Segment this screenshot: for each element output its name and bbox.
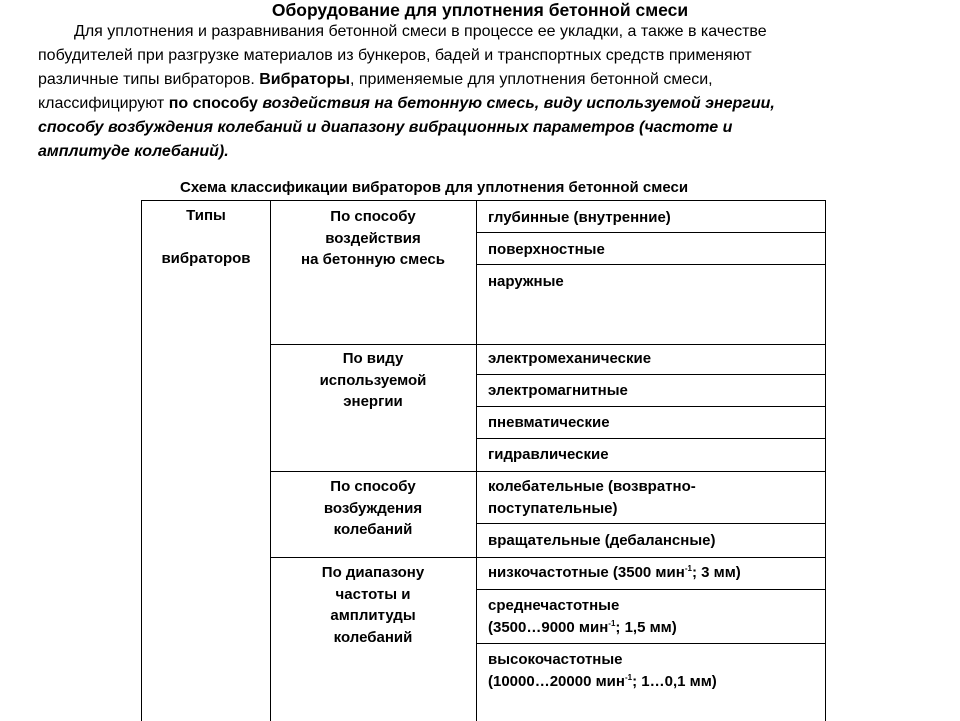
item-pneumatic: пневматические — [488, 414, 610, 431]
item-surface: поверхностные — [488, 241, 605, 258]
group-divider — [270, 557, 825, 558]
intro-line: побудителей при разгрузке материалов из бункеров, бадей и транспортных средств применяют — [38, 47, 752, 64]
group-label-energy: По виду используемой энергии — [319, 350, 427, 410]
criteria-italic: воздействия на бетонную смесь, виду используемой энергии, — [257, 95, 775, 112]
group-label-excitation: По способу возбуждения колебаний — [323, 478, 423, 538]
item-low-frequency: низкочастотные (3500 мин$^{-1}$; 3 мм) — [488, 564, 741, 581]
item-high-frequency: высокочастотные (10000…20000 мин$^{-1}$; 1…0,1 мм) — [488, 651, 717, 690]
intro-line: способу возбуждения колебаний и диапазону вибрационных параметров (частоте и — [38, 119, 733, 136]
vibrators-term: Вибраторы — [259, 71, 350, 88]
item-external: наружные — [488, 273, 564, 290]
item-hydraulic: гидравлические — [488, 446, 609, 463]
intro-line: различные типы вибраторов. Вибраторы, применяемые для уплотнения бетонной смеси, — [38, 71, 713, 88]
classification-table — [141, 200, 826, 721]
item-electromechanical: электромеханические — [488, 350, 652, 367]
types-header: Типы вибраторов — [161, 207, 251, 267]
group-divider — [270, 471, 825, 472]
item-deep: глубинные (внутренние) — [488, 209, 671, 226]
item-mid-frequency: среднечастотные (3500…9000 мин$^{-1}$; 1,5 мм) — [488, 597, 677, 636]
item-electromagnetic: электромагнитные — [488, 382, 628, 399]
group-label-impact: По способу воздействия на бетонную смесь — [301, 208, 445, 268]
item-oscillatory: колебательные (возвратно- поступательные) — [488, 478, 696, 517]
intro-line: Для уплотнения и разравнивания бетонной смеси в процессе ее укладки, а также в качестве — [74, 23, 767, 40]
intro-line: классифицируют по способу воздействия на бетонную смесь, виду используемой энергии, — [38, 95, 775, 112]
group-label-frequency: По диапазону частоты и амплитуды колебаний — [321, 564, 425, 646]
page-title: Оборудование для уплотнения бетонной смеси — [271, 0, 689, 20]
table-caption: Схема классификации вибраторов для уплотнения бетонной смеси — [180, 179, 689, 196]
item-rotary: вращательные (дебалансные) — [488, 532, 716, 549]
intro-paragraph — [38, 20, 918, 164]
intro-line: амплитуде колебаний). — [38, 143, 229, 160]
group-divider — [270, 344, 825, 345]
criteria-bold: по способу — [168, 95, 258, 112]
